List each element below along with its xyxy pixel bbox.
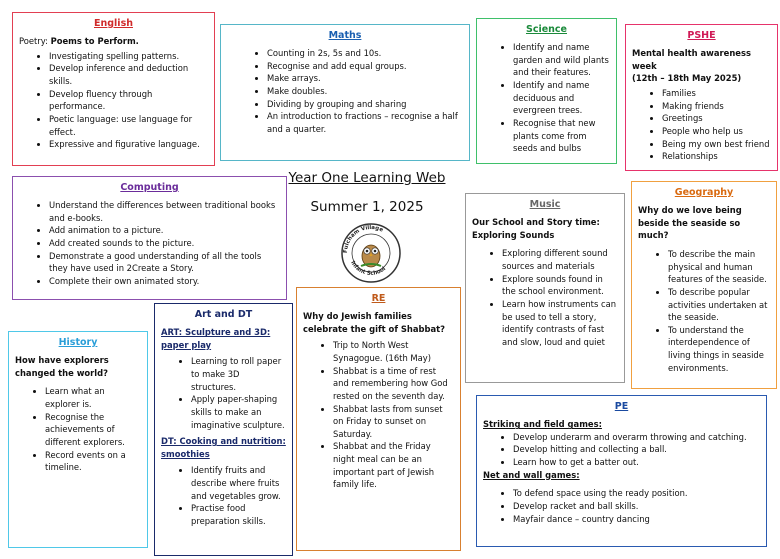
- dt-list: [161, 464, 286, 527]
- list-item: • Learning to roll paper to make 3D structures.: [191, 355, 286, 393]
- pshe-heading-line1: Mental health awareness week: [632, 48, 751, 71]
- art-dt-panel: [154, 303, 293, 556]
- list-item: • Develop underarm and overarm throwing and catching.: [513, 431, 760, 444]
- list-item: • Counting in 2s, 5s and 10s.: [267, 47, 463, 60]
- list-item: • Greetings: [662, 112, 771, 125]
- list-item: • Learn how to get a batter out.: [513, 456, 760, 469]
- pe-panel: [476, 395, 767, 547]
- list-item: • Dividing by grouping and sharing: [267, 98, 463, 111]
- list-item: • Identify and name garden and wild plants and their features.: [513, 41, 610, 79]
- english-intro-bold: Poems to Perform.: [50, 36, 139, 47]
- maths-title: Maths: [328, 30, 362, 41]
- list-item: • Develop hitting and collecting a ball.: [513, 443, 760, 456]
- list-item: • Shabbat lasts from sunset on Friday to sunset on Saturday.: [333, 403, 454, 441]
- list-item: • Develop fluency through performance.: [49, 88, 208, 113]
- list-item: • Identify fruits and describe where fruits and vegetables grow.: [191, 464, 286, 502]
- re-panel: [296, 287, 461, 551]
- geography-panel: [631, 181, 777, 389]
- science-panel: [476, 18, 617, 164]
- list-item: • Trip to North West Synagogue. (16th May): [333, 339, 454, 364]
- list-item: • Shabbat and the Friday night meal can be an important part of Jewish family life.: [333, 440, 454, 490]
- maths-panel: [220, 24, 470, 161]
- list-item: • Exploring different sound sources and materials: [502, 247, 618, 272]
- history-panel: [8, 331, 148, 548]
- term-label: Summer 1, 2025: [310, 199, 424, 215]
- pe-title: PE: [614, 401, 629, 412]
- list-item: • Expressive and figurative language.: [49, 138, 208, 151]
- pe-section2-heading: Net and wall games:: [483, 469, 580, 480]
- history-heading: How have explorers changed the world?: [15, 355, 109, 378]
- list-item: • Poetic language: use language for effect.: [49, 113, 208, 138]
- re-title: RE: [371, 293, 386, 304]
- english-list: [19, 50, 208, 151]
- list-item: • Understand the differences between traditional books and e-books.: [49, 199, 280, 224]
- list-item: • Recognise that new plants come from seeds and bulbs: [513, 117, 610, 155]
- english-intro-prefix: Poetry:: [19, 36, 51, 47]
- list-item: • Explore sounds found in the school environment.: [502, 273, 618, 298]
- page-title: Year One Learning Web: [288, 170, 446, 186]
- computing-panel: [12, 176, 287, 300]
- pshe-list: [632, 87, 771, 163]
- list-item: • To defend space using the ready position.: [513, 487, 760, 500]
- computing-title: Computing: [120, 182, 179, 193]
- list-item: • Families: [662, 87, 771, 100]
- list-item: • Demonstrate a good understanding of all the tools they have used in 2Create a Story.: [49, 250, 280, 275]
- logo-text-bottom: Infant School: [349, 260, 388, 277]
- pshe-title: PSHE: [687, 30, 716, 41]
- logo-text-top: Fulcham Village: [342, 224, 384, 254]
- list-item: • Shabbat is a time of rest and remembering how God rested on the seventh day.: [333, 365, 454, 403]
- science-list: [483, 41, 610, 154]
- english-intro: [19, 35, 208, 48]
- list-item: • Develop inference and deduction skills.: [49, 62, 208, 87]
- pshe-panel: [625, 24, 778, 171]
- list-item: • Add animation to a picture.: [49, 224, 280, 237]
- list-item: • Investigating spelling patterns.: [49, 50, 208, 63]
- english-title: English: [94, 18, 133, 29]
- history-title: History: [58, 337, 98, 348]
- music-list: [472, 247, 618, 348]
- list-item: • To describe popular activities undertaken at the seaside.: [668, 286, 770, 324]
- list-item: • Make arrays.: [267, 72, 463, 85]
- school-logo-icon: [337, 222, 405, 284]
- pe-section1-list: [483, 431, 760, 469]
- list-item: • To describe the main physical and human features of the seaside.: [668, 248, 770, 286]
- list-item: • Relationships: [662, 150, 771, 163]
- pe-section1-heading: Striking and field games:: [483, 419, 602, 430]
- history-list: [15, 385, 141, 473]
- re-list: [303, 339, 454, 490]
- list-item: • Record events on a timeline.: [45, 449, 141, 474]
- music-heading: Our School and Story time: Exploring Sounds: [472, 217, 600, 240]
- list-item: • Identify and name deciduous and evergreen trees.: [513, 79, 610, 117]
- music-title: Music: [529, 199, 561, 210]
- art-dt-title: Art and DT: [194, 309, 253, 320]
- art-heading: ART: Sculpture and 3D: paper play: [161, 327, 271, 350]
- list-item: • An introduction to fractions – recognise a half and a quarter.: [267, 110, 463, 135]
- geography-title: Geography: [674, 187, 734, 198]
- list-item: • Learn how instruments can be used to tell a story, identify contrasts of fast and slow, loud and quiet: [502, 298, 618, 348]
- list-item: • Making friends: [662, 100, 771, 113]
- list-item: • Learn what an explorer is.: [45, 385, 141, 410]
- list-item: • Apply paper-shaping skills to make an imaginative sculpture.: [191, 393, 286, 431]
- geography-list: [638, 248, 770, 374]
- science-title: Science: [525, 24, 567, 35]
- english-panel: [12, 12, 215, 166]
- list-item: • Complete their own animated story.: [49, 275, 280, 288]
- art-list: [161, 355, 286, 431]
- list-item: • Being my own best friend: [662, 138, 771, 151]
- list-item: • Recognise the achievements of different explorers.: [45, 411, 141, 449]
- list-item: • Recognise and add equal groups.: [267, 60, 463, 73]
- list-item: • Mayfair dance – country dancing: [513, 513, 760, 526]
- music-panel: [465, 193, 625, 383]
- list-item: • Add created sounds to the picture.: [49, 237, 280, 250]
- list-item: • People who help us: [662, 125, 771, 138]
- re-heading: Why do Jewish families celebrate the gift of Shabbat?: [303, 311, 446, 334]
- list-item: • To understand the interdependence of living things in seaside environments.: [668, 324, 770, 374]
- geography-heading: Why do we love being beside the seaside so much?: [638, 205, 742, 241]
- list-item: • Develop racket and ball skills.: [513, 500, 760, 513]
- pe-section2-list: [483, 487, 760, 525]
- list-item: • Make doubles.: [267, 85, 463, 98]
- computing-list: [19, 199, 280, 287]
- dt-heading: DT: Cooking and nutrition: smoothies: [161, 436, 286, 459]
- maths-list: [227, 47, 463, 135]
- pshe-heading-line2: (12th – 18th May 2025): [632, 73, 742, 84]
- list-item: • Practise food preparation skills.: [191, 502, 286, 527]
